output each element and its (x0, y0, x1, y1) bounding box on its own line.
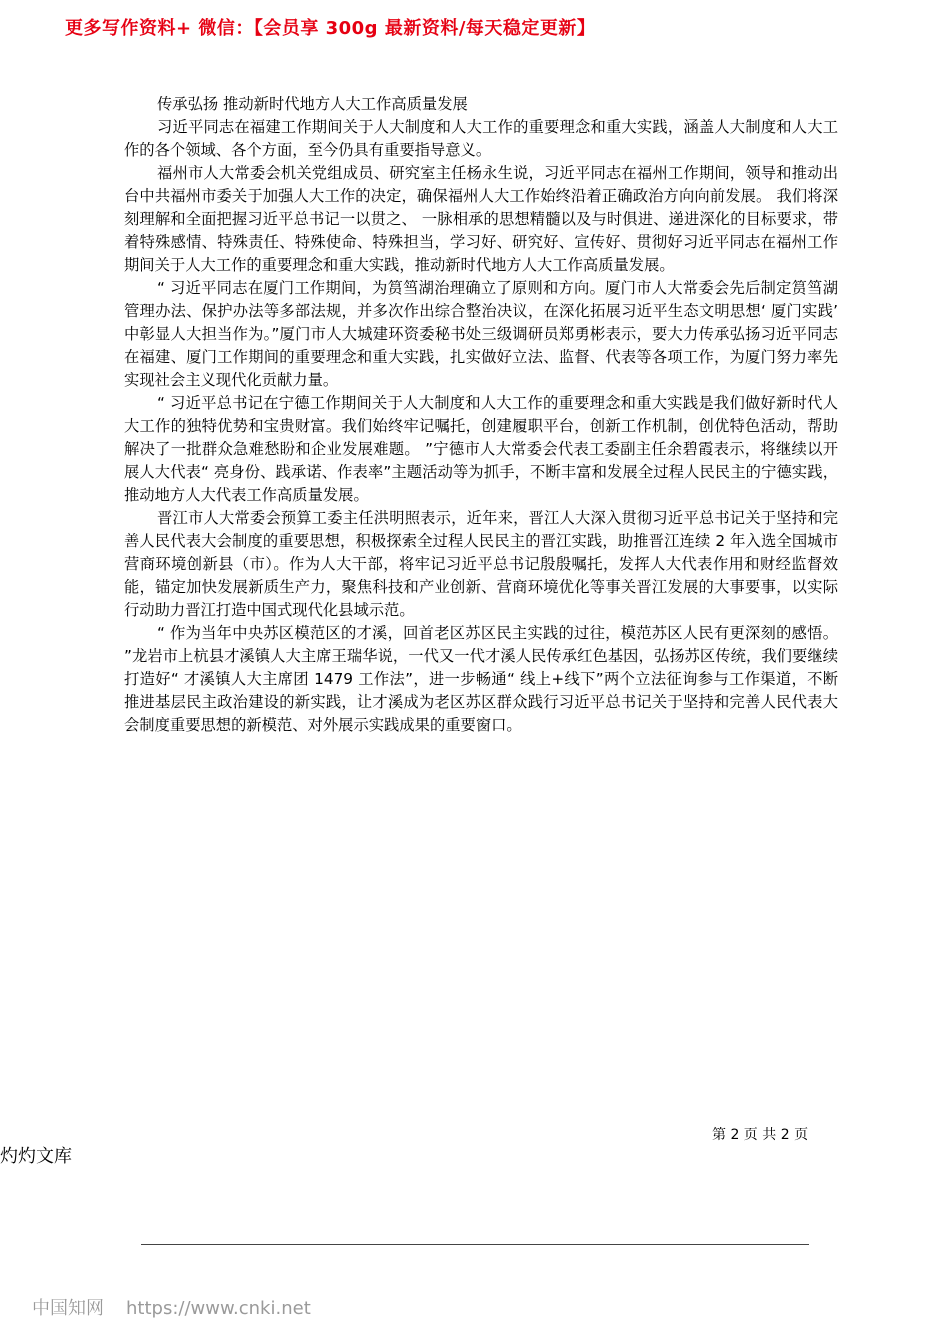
paragraph-xiamen: “ 习近平同志在厦门工作期间，为筼筜湖治理确立了原则和方向。厦门市人大常委会先后制定筼筜湖管理办法、保护办法等多部法规，并多次作出综合整治决议，在深化拓展习近平生态文明思想‘ 厦门实践’ 中彰显人大担当作为。”厦门市人大城建环资委秘书处三级调研员郑勇彬表示，要大力传承弘扬习近平同志在福建、厦门工作期间的重要理念和重大实践，扎实做好立法、监督、代表等各项工作，为厦门努力率先实现社会主义现代化贡献力量。 (124, 279, 838, 389)
source-name: 中国知网 (32, 1298, 104, 1319)
paragraph-jinjiang: 晋江市人大常委会预算工委主任洪明照表示，近年来，晋江人大深入贯彻习近平总书记关于坚持和完善人民代表大会制度的重要思想，积极探索全过程人民民主的晋江实践，助推晋江连续 2 年入选全国城市营商环境创新县（市）。作为人大干部，将牢记习近平总书记殷殷嘱托，发挥人大代表作用和财经监督效能，锚定加快发展新质生产力，聚焦科技和产业创新、营商环境优化等事关晋江发展的大事要事，以实际行动助力晋江打造中国式现代化县域示范。 (124, 509, 838, 619)
source-stamp (32, 1294, 311, 1320)
footer-divider (141, 1244, 809, 1245)
paragraph-intro: 习近平同志在福建工作期间关于人大制度和人大工作的重要理念和重大实践，涵盖人大制度和人大工作的各个领域、各个方面，至今仍具有重要指导意义。 (124, 118, 838, 159)
promo-banner: 更多写作资料+ 微信：【会员享 300g 最新资料/每天稳定更新】 (65, 18, 596, 39)
library-watermark: 灼灼文库 (0, 1146, 72, 1167)
paragraph-fuzhou: 福州市人大常委会机关党组成员、研究室主任杨永生说，习近平同志在福州工作期间，领导和推动出台中共福州市委关于加强人大工作的决定，确保福州人大工作始终沿着正确政治方向向前发展。 我们将深刻理解和全面把握习近平总书记一以贯之、 一脉相承的思想精髓以及与时俱进、递进深化的目标要求，带着特殊感情、特殊责任、特殊使命、特殊担当，学习好、研究好、宣传好、贯彻好习近平同志在福州工作期间关于人大工作的重要理念和重大实践，推动新时代地方人大工作高质量发展。 (124, 164, 838, 274)
paragraph-caixi: “ 作为当年中央苏区模范区的才溪，回首老区苏区民主实践的过往，模范苏区人民有更深刻的感悟。 ”龙岩市上杭县才溪镇人大主席王瑞华说，一代又一代才溪人民传承红色基因，弘扬苏区传统，我们要继续打造好“ 才溪镇人大主席团 1479 工作法”，进一步畅通“ 线上+线下”两个立法征询参与工作渠道，不断推进基层民主政治建设的新实践，让才溪成为老区苏区群众践行习近平总书记关于坚持和完善人民代表大会制度重要思想的新模范、对外展示实践成果的重要窗口。 (124, 624, 838, 734)
source-url: https://www.cnki.net (126, 1298, 311, 1319)
article-body (124, 93, 838, 737)
paragraph-ningde: “ 习近平总书记在宁德工作期间关于人大制度和人大工作的重要理念和重大实践是我们做好新时代人大工作的独特优势和宝贵财富。我们始终牢记嘱托，创建履职平台，创新工作机制，创优特色活动，帮助解决了一批群众急难愁盼和企业发展难题。 ”宁德市人大常委会代表工委副主任余碧霞表示，将继续以开展人大代表“ 亮身份、践承诺、作表率”主题活动等为抓手，不断丰富和发展全过程人民民主的宁德实践，推动地方人大代表工作高质量发展。 (124, 394, 838, 504)
page-number: 第 2 页 共 2 页 (712, 1127, 809, 1143)
article-title: 传承弘扬 推动新时代地方人大工作高质量发展 (157, 95, 468, 113)
